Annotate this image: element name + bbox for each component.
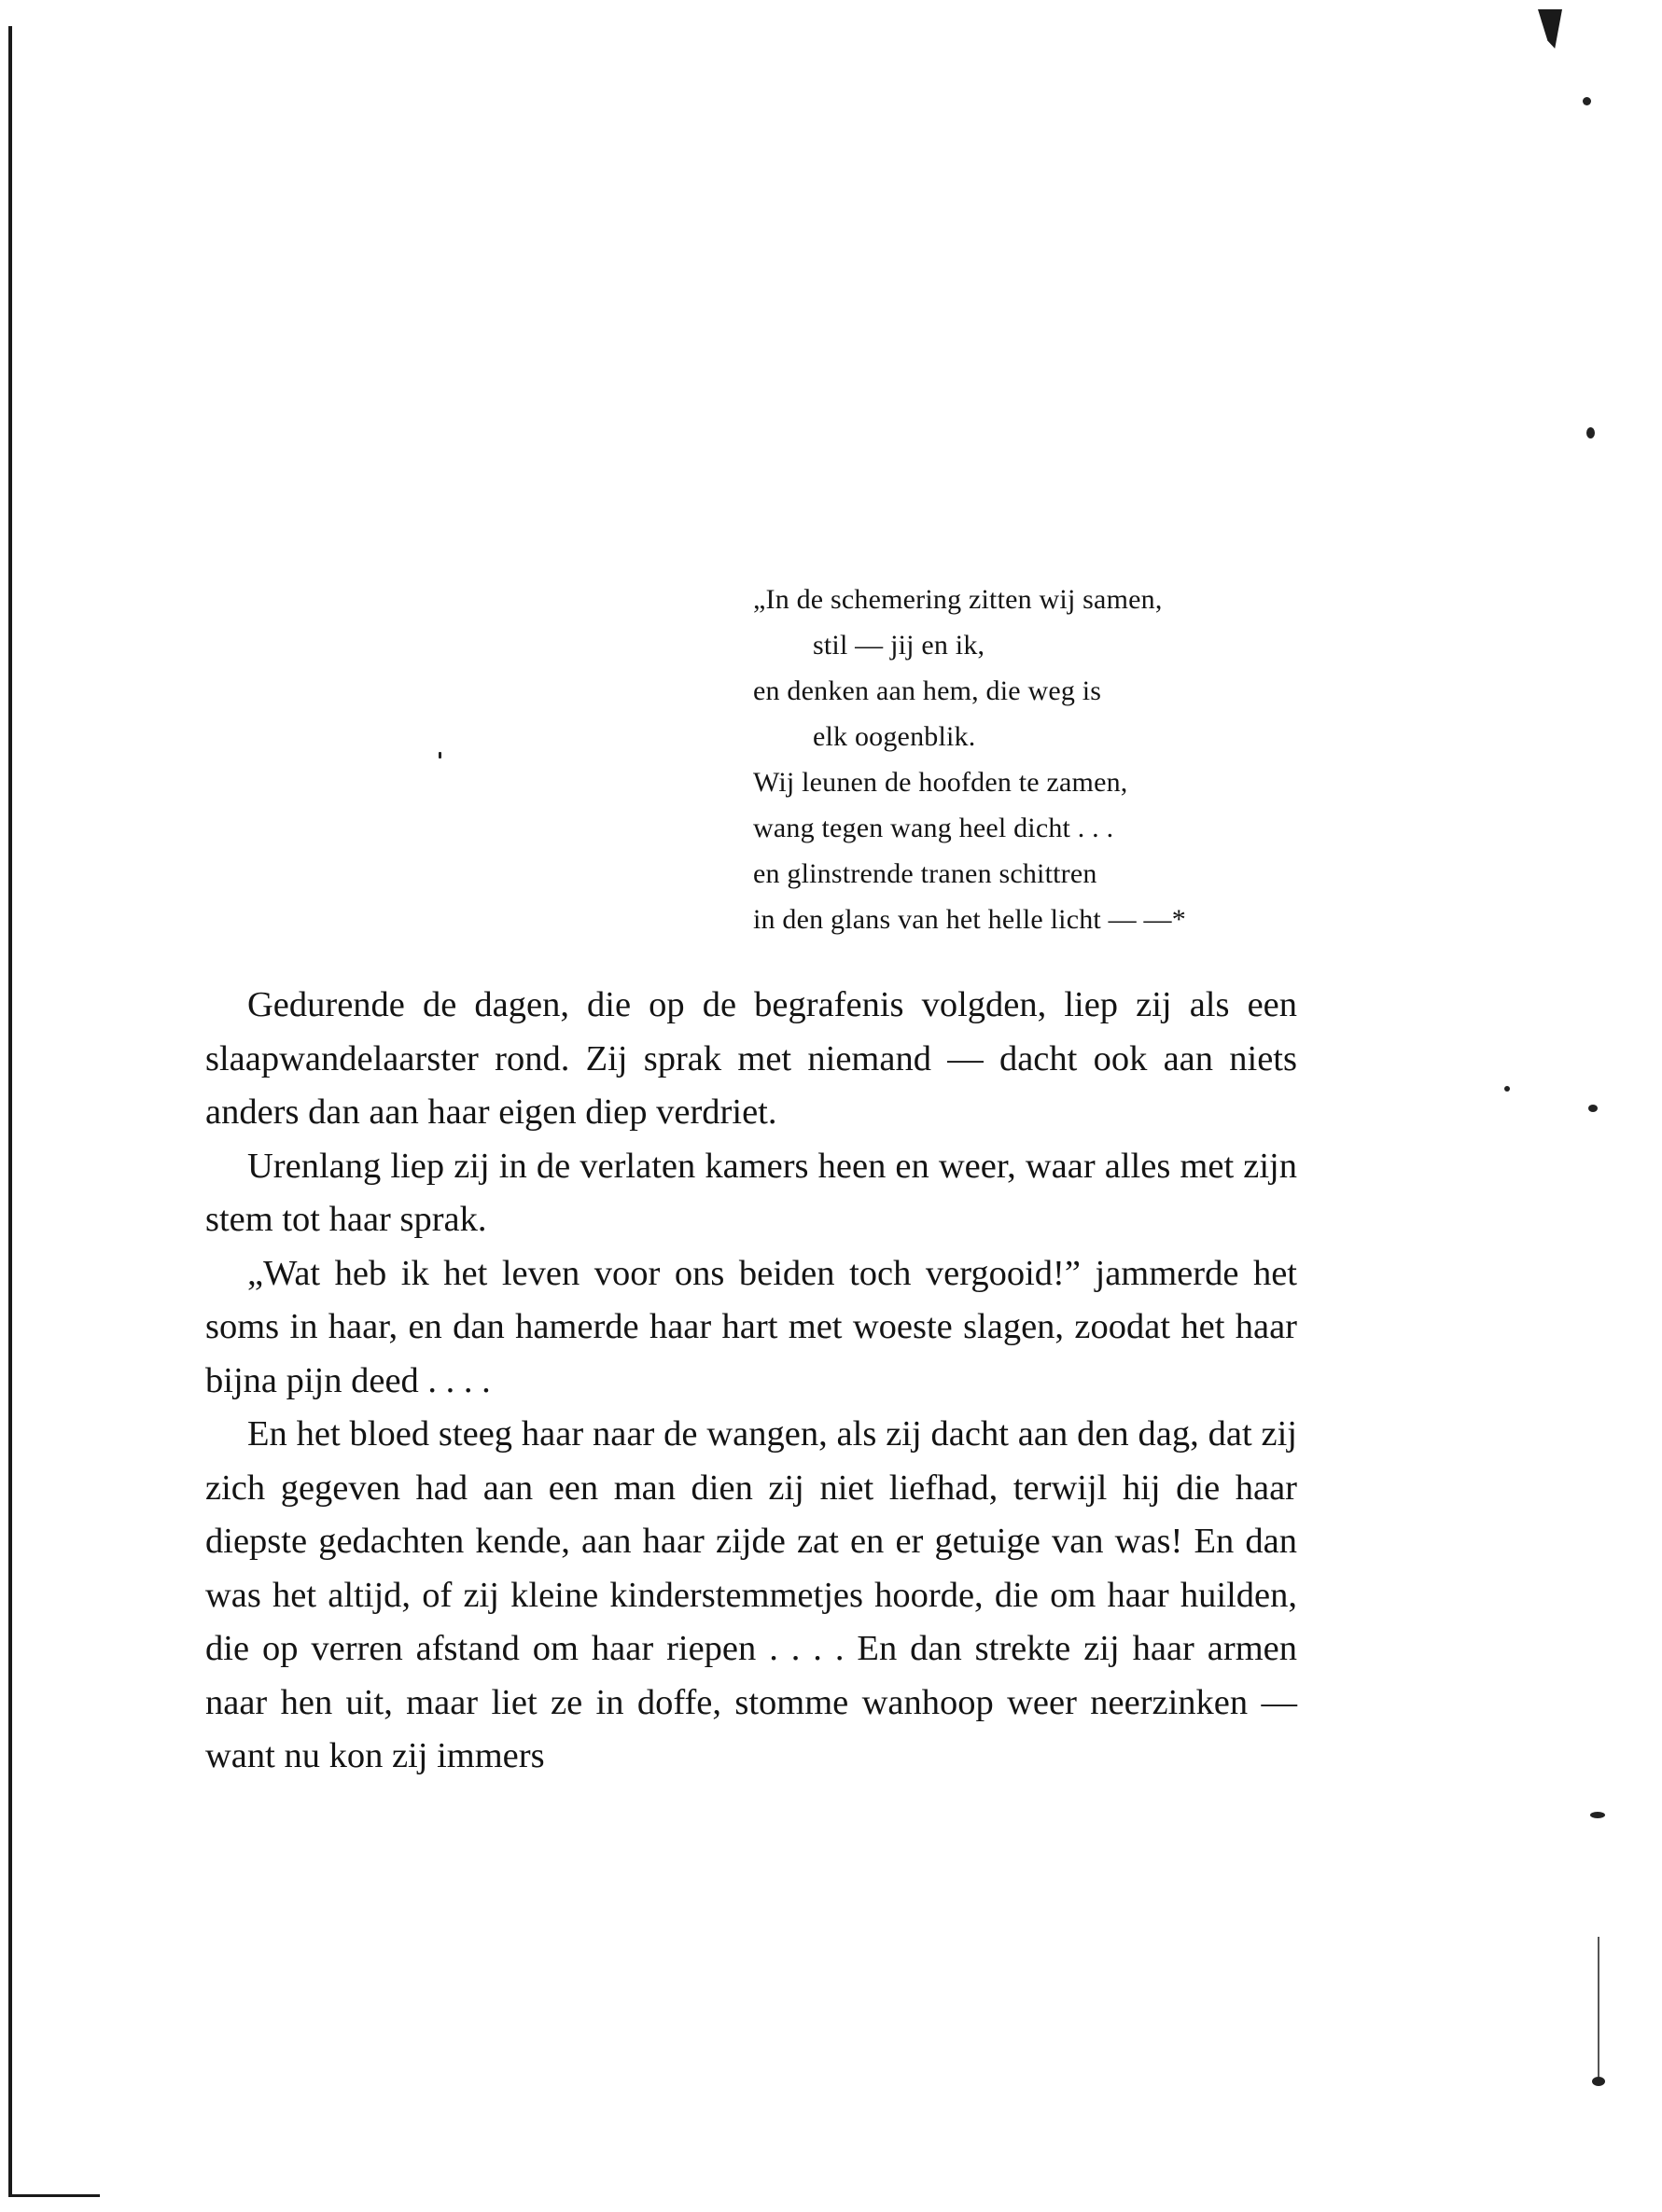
poem-line: stil — jij en ik,	[813, 630, 985, 661]
edge-speck	[1590, 1812, 1605, 1818]
paragraph: „Wat heb ik het leven voor ons beiden toch vergooid!” jammerde het soms in haar, en dan hamerde haar hart met woeste slagen, zoodat het haar bijna pijn deed . . . .	[205, 1253, 1297, 1400]
paragraph: Gedurende de dagen, die op de begrafenis volgden, liep zij als een slaapwandelaarster rond. Zij sprak met niemand — dacht ook aan niets anders dan aan haar eigen diep verdriet.	[205, 985, 1297, 1132]
edge-speck	[1588, 1105, 1598, 1112]
page-speck	[439, 752, 441, 758]
epigraph-poem	[753, 577, 1332, 942]
poem-line: en denken aan hem, die weg is	[753, 675, 1102, 706]
poem-line: in den glans van het helle licht — —*	[753, 904, 1186, 935]
edge-speck	[1592, 2077, 1605, 2086]
poem-line: elk oogenblik.	[813, 721, 976, 752]
bottom-page-edge-rule	[8, 2194, 100, 2197]
edge-speck	[1583, 97, 1591, 105]
edge-mark-top	[1538, 9, 1562, 49]
edge-speck	[1586, 427, 1595, 438]
left-page-edge-rule	[8, 26, 12, 2196]
edge-speck	[1504, 1086, 1510, 1092]
poem-line: en glinstrende tranen schittren	[753, 858, 1097, 889]
paragraph: Urenlang liep zij in de verlaten kamers heen en weer, waar alles met zijn stem tot haar sprak.	[205, 1146, 1297, 1239]
paragraph: En het bloed steeg haar naar de wangen, als zij dacht aan den dag, dat zij zich gegeven had aan een man dien zij niet liefhad, terwijl hij die haar diepste gedachten kende, aan haar zijde zat en er getuige van was! En dan was het altijd, of zij kleine kinderstemmetjes hoorde, die om haar huilden, die op verren afstand om haar riepen . . . . En dan strekte zij haar armen naar hen uit, maar liet ze in doffe, stomme wanhoop weer neerzinken — want nu kon zij immers	[205, 1414, 1297, 1775]
poem-line: „In de schemering zitten wij samen,	[753, 584, 1163, 615]
body-text	[205, 979, 1297, 1784]
edge-mark-bottom	[1598, 1937, 1599, 2077]
poem-line: wang tegen wang heel dicht . . .	[753, 813, 1114, 843]
poem-line: Wij leunen de hoofden te zamen,	[753, 767, 1128, 798]
